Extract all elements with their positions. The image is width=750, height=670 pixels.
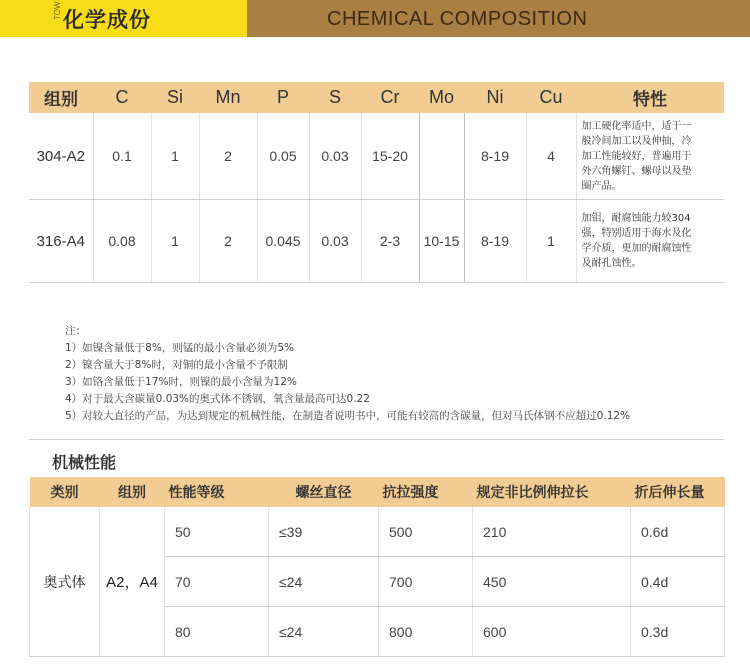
cell-mn: 2 (199, 200, 257, 283)
cell-ni: 8-19 (464, 200, 526, 283)
property-line: 及耐孔蚀性。 (581, 258, 642, 269)
cell-si: 1 (151, 113, 199, 200)
cell-property (576, 113, 724, 200)
col-header-grade: 性能等级 (165, 477, 269, 507)
header-title-en: CHEMICAL COMPOSITION (327, 8, 588, 30)
property-line: 圈产品。 (581, 180, 622, 192)
notes-block (65, 323, 630, 425)
property-line: 加钼，耐腐蚀能力较304 (581, 213, 691, 224)
cell-diameter: ≤24 (269, 607, 379, 657)
cell-cr: 2-3 (361, 200, 419, 283)
table-row (29, 200, 724, 283)
cell-diameter: ≤24 (269, 557, 379, 607)
cell-c: 0.1 (93, 113, 151, 200)
property-line: 般冷间加工以及伸抽，冷 (581, 135, 692, 147)
cell-group: 316-A4 (29, 200, 93, 283)
col-header-p: P (257, 82, 309, 113)
cell-group: 304-A2 (29, 113, 93, 200)
col-header-ni: Ni (464, 82, 526, 113)
cell-mn: 2 (199, 113, 257, 200)
col-header-diameter: 螺丝直径 (269, 477, 379, 507)
section-header (0, 0, 750, 37)
property-line: 加工性能较好，普遍用于 (581, 150, 692, 162)
note-item: 2）镍含量大于8%时，对铜的最小含量不予限制 (65, 359, 288, 371)
cell-ni: 8-19 (464, 113, 526, 200)
table-row (29, 113, 724, 200)
note-item: 4）对于最大含碳量0.03%的奥式体不锈钢，氧含量最高可达0.22 (65, 393, 370, 405)
mechanical-section-title: 机械性能 (52, 453, 117, 472)
col-header-s: S (309, 82, 361, 113)
cell-tensile: 800 (379, 607, 473, 657)
property-line: 强，特别适用于海水及化 (581, 228, 692, 239)
cell-p: 0.05 (257, 113, 309, 200)
cell-mo (419, 113, 464, 200)
cell-si: 1 (151, 200, 199, 283)
col-header-cr: Cr (361, 82, 419, 113)
note-item: 5）对较大直径的产品，为达到规定的机械性能，在制造者说明书中，可能有较高的含碳量，但对马氏体钢不应超过0.12% (65, 410, 631, 422)
note-item: 3）如铬含量低于17%时，则镍的最小含量为12% (65, 376, 297, 388)
cell-group: A2，A4 (100, 507, 165, 657)
cell-grade: 50 (165, 507, 269, 557)
col-header-group: 组别 (29, 82, 93, 113)
cell-yield: 450 (473, 557, 631, 607)
cell-property (576, 200, 724, 283)
cell-elongation: 0.6d (631, 507, 725, 557)
col-header-property: 特性 (576, 82, 724, 113)
cell-cu: 1 (526, 200, 576, 283)
cell-c: 0.08 (93, 200, 151, 283)
note-heading: 注： (65, 325, 86, 337)
property-line: 学介质，更加的耐腐蚀性 (581, 243, 692, 254)
header-title-cn: 化学成份 (63, 8, 151, 32)
mech-header-row (30, 477, 725, 507)
header-sub-label: TOW (53, 1, 62, 20)
col-header-cu: Cu (526, 82, 576, 113)
cell-cr: 15-20 (361, 113, 419, 200)
chemical-composition-table (29, 82, 724, 283)
col-header-group: 组别 (100, 477, 165, 507)
col-header-yield: 规定非比例伸拉长 (473, 477, 631, 507)
cell-tensile: 700 (379, 557, 473, 607)
chem-header-row (29, 82, 724, 113)
table-row (30, 507, 725, 557)
col-header-si: Si (151, 82, 199, 113)
col-header-tensile: 抗拉强度 (379, 477, 473, 507)
property-line: 加工硬化率适中，适于一 (581, 120, 692, 132)
col-header-c: C (93, 82, 151, 113)
cell-grade: 80 (165, 607, 269, 657)
cell-grade: 70 (165, 557, 269, 607)
divider (29, 439, 724, 440)
cell-cu: 4 (526, 113, 576, 200)
cell-diameter: ≤39 (269, 507, 379, 557)
cell-elongation: 0.3d (631, 607, 725, 657)
col-header-category: 类别 (30, 477, 100, 507)
cell-category: 奥式体 (30, 507, 100, 657)
cell-yield: 210 (473, 507, 631, 557)
cell-p: 0.045 (257, 200, 309, 283)
cell-yield: 600 (473, 607, 631, 657)
note-item: 1）如镍含量低于8%，则锰的最小含量必须为5% (65, 342, 294, 354)
cell-elongation: 0.4d (631, 557, 725, 607)
col-header-elongation: 折后伸长量 (631, 477, 725, 507)
cell-tensile: 500 (379, 507, 473, 557)
col-header-mo: Mo (419, 82, 464, 113)
cell-s: 0.03 (309, 200, 361, 283)
col-header-mn: Mn (199, 82, 257, 113)
cell-mo: 10-15 (419, 200, 464, 283)
property-line: 外六角螺钉、螺母以及垫 (581, 165, 692, 177)
mechanical-properties-table (29, 477, 725, 657)
cell-s: 0.03 (309, 113, 361, 200)
